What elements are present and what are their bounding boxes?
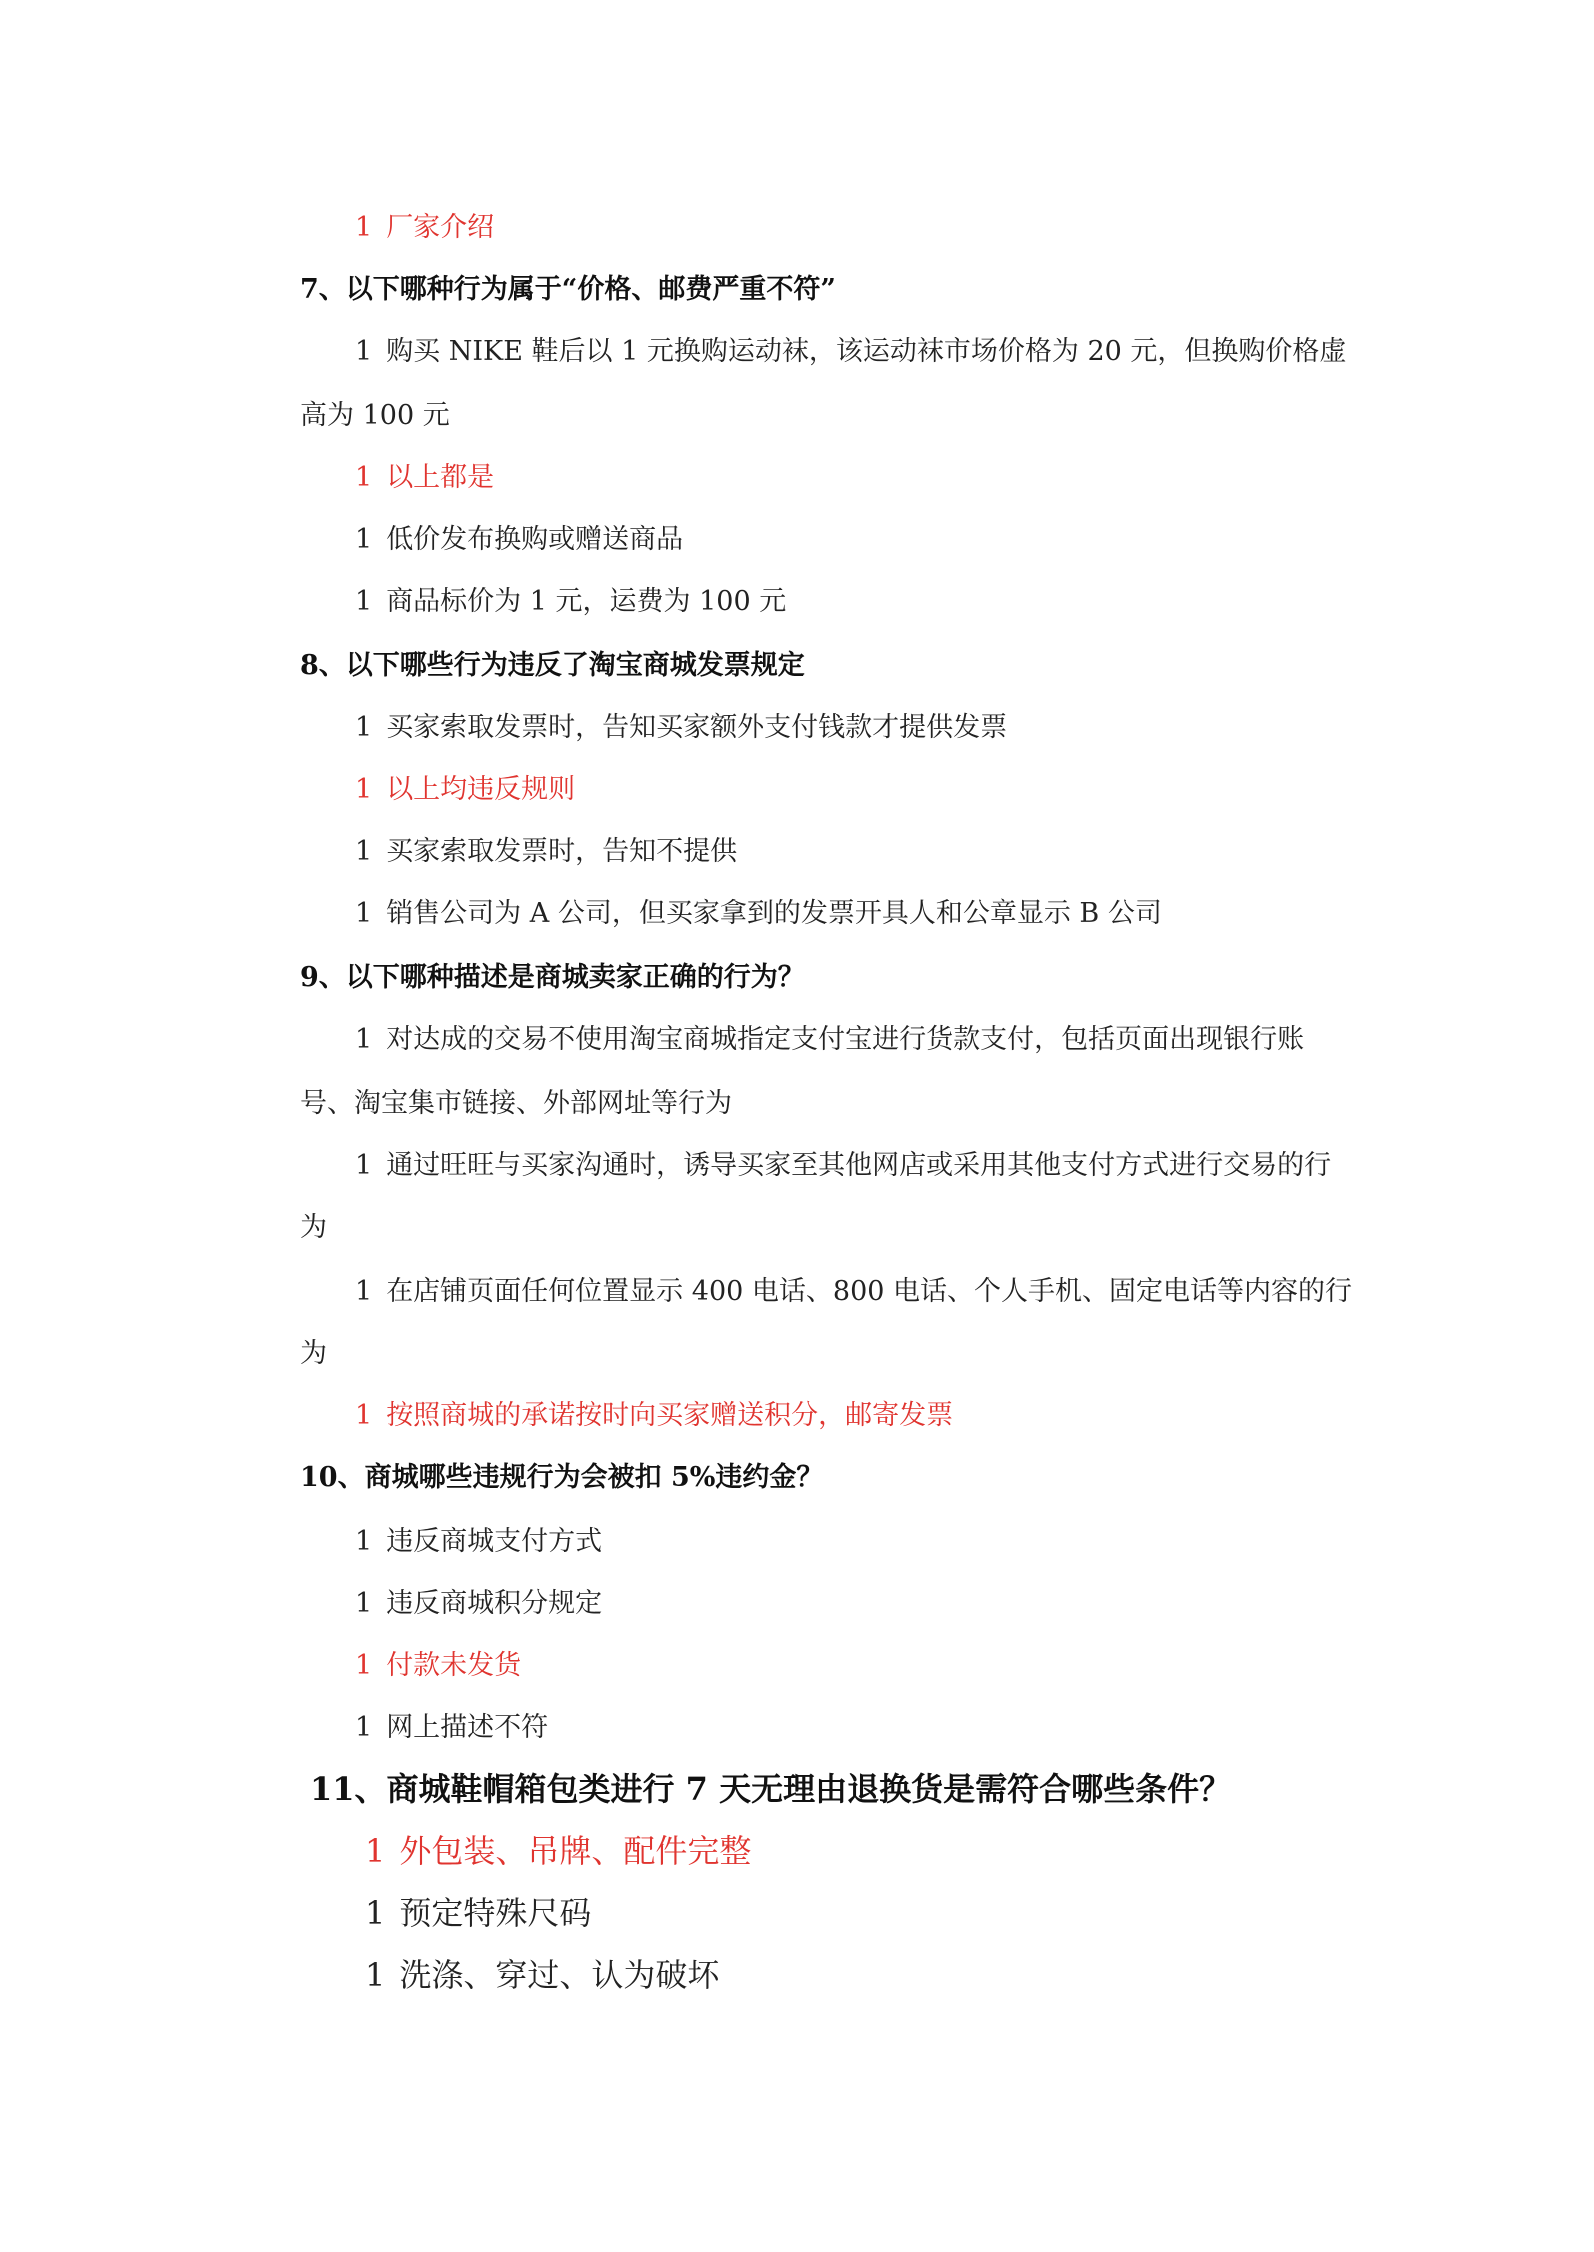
option-marker: 1 xyxy=(355,1588,373,1619)
option xyxy=(355,522,683,558)
option-text: 网上描述不符 xyxy=(386,1712,549,1743)
correct-option xyxy=(355,772,575,808)
option xyxy=(355,584,786,620)
option-marker: 1 xyxy=(355,1150,373,1181)
question-heading: 9、以下哪种描述是商城卖家正确的行为？ xyxy=(300,962,805,993)
option-marker: 1 xyxy=(355,1276,373,1307)
option-text: 付款未发货 xyxy=(386,1650,522,1681)
option-text: 按照商城的承诺按时向买家赠送积分，邮寄发票 xyxy=(386,1400,954,1431)
option xyxy=(355,896,1162,932)
option-text: 厂家介绍 xyxy=(386,212,495,243)
option-marker: 1 xyxy=(355,212,373,243)
option-marker: 1 xyxy=(355,1024,373,1055)
option-marker: 1 xyxy=(355,898,373,929)
option xyxy=(365,1892,591,1934)
option-marker: 1 xyxy=(355,836,373,867)
option xyxy=(355,1586,602,1622)
option-continuation: 号、淘宝集市链接、外部网址等行为 xyxy=(300,1088,732,1119)
option xyxy=(355,334,1346,370)
option-continuation: 为 xyxy=(300,1212,327,1243)
option-marker: 1 xyxy=(355,1712,373,1743)
option xyxy=(365,1954,719,1996)
option-marker: 1 xyxy=(355,336,373,367)
option-marker: 1 xyxy=(365,1832,386,1870)
option-continuation: 为 xyxy=(300,1338,327,1369)
correct-option xyxy=(355,210,494,246)
option-text: 买家索取发票时，告知不提供 xyxy=(386,836,738,867)
option-text: 违反商城积分规定 xyxy=(386,1588,603,1619)
question-heading: 11、商城鞋帽箱包类进行 7 天无理由退换货是需符合哪些条件？ xyxy=(310,1770,1232,1808)
correct-option xyxy=(365,1830,751,1872)
option-text: 以上均违反规则 xyxy=(386,774,576,805)
option-text: 以上都是 xyxy=(386,462,495,493)
option-text: 预定特殊尺码 xyxy=(399,1894,592,1932)
option-text: 在店铺页面任何位置显示 400 电话、800 电话、个人手机、固定电话等内容的行 xyxy=(386,1276,1353,1307)
option-marker: 1 xyxy=(355,774,373,805)
question-heading: 7、以下哪种行为属于“价格、邮费严重不符” xyxy=(300,274,836,305)
option-marker: 1 xyxy=(355,524,373,555)
option-text: 低价发布换购或赠送商品 xyxy=(386,524,684,555)
option-text: 买家索取发票时，告知买家额外支付钱款才提供发票 xyxy=(386,712,1008,743)
option-marker: 1 xyxy=(355,1650,373,1681)
option-marker: 1 xyxy=(355,462,373,493)
option xyxy=(355,1274,1352,1310)
option-text: 销售公司为 A 公司，但买家拿到的发票开具人和公章显示 B 公司 xyxy=(386,898,1162,929)
option-marker: 1 xyxy=(355,1400,373,1431)
option-marker: 1 xyxy=(365,1894,386,1932)
option xyxy=(355,1022,1304,1058)
option xyxy=(355,834,737,870)
question-heading: 10、商城哪些违规行为会被扣 5%违约金？ xyxy=(300,1462,824,1493)
option-text: 外包装、吊牌、配件完整 xyxy=(399,1832,752,1870)
option xyxy=(355,1710,548,1746)
correct-option xyxy=(355,460,494,496)
correct-option xyxy=(355,1398,953,1434)
correct-option xyxy=(355,1648,521,1684)
option xyxy=(355,1524,602,1560)
option-marker: 1 xyxy=(365,1956,386,1994)
option-text: 通过旺旺与买家沟通时，诱导买家至其他网店或采用其他支付方式进行交易的行 xyxy=(386,1150,1332,1181)
option-text: 对达成的交易不使用淘宝商城指定支付宝进行货款支付，包括页面出现银行账 xyxy=(386,1024,1305,1055)
option-marker: 1 xyxy=(355,712,373,743)
option-marker: 1 xyxy=(355,1526,373,1557)
option-text: 洗涤、穿过、认为破坏 xyxy=(399,1956,720,1994)
option-continuation: 高为 100 元 xyxy=(300,400,450,431)
option-text: 违反商城支付方式 xyxy=(386,1526,603,1557)
option-marker: 1 xyxy=(355,586,373,617)
question-heading: 8、以下哪些行为违反了淘宝商城发票规定 xyxy=(300,650,805,681)
option xyxy=(355,1148,1331,1184)
option-text: 购买 NIKE 鞋后以 1 元换购运动袜，该运动袜市场价格为 20 元，但换购价格虚 xyxy=(386,336,1347,367)
option-text: 商品标价为 1 元，运费为 100 元 xyxy=(386,586,787,617)
option xyxy=(355,710,1007,746)
